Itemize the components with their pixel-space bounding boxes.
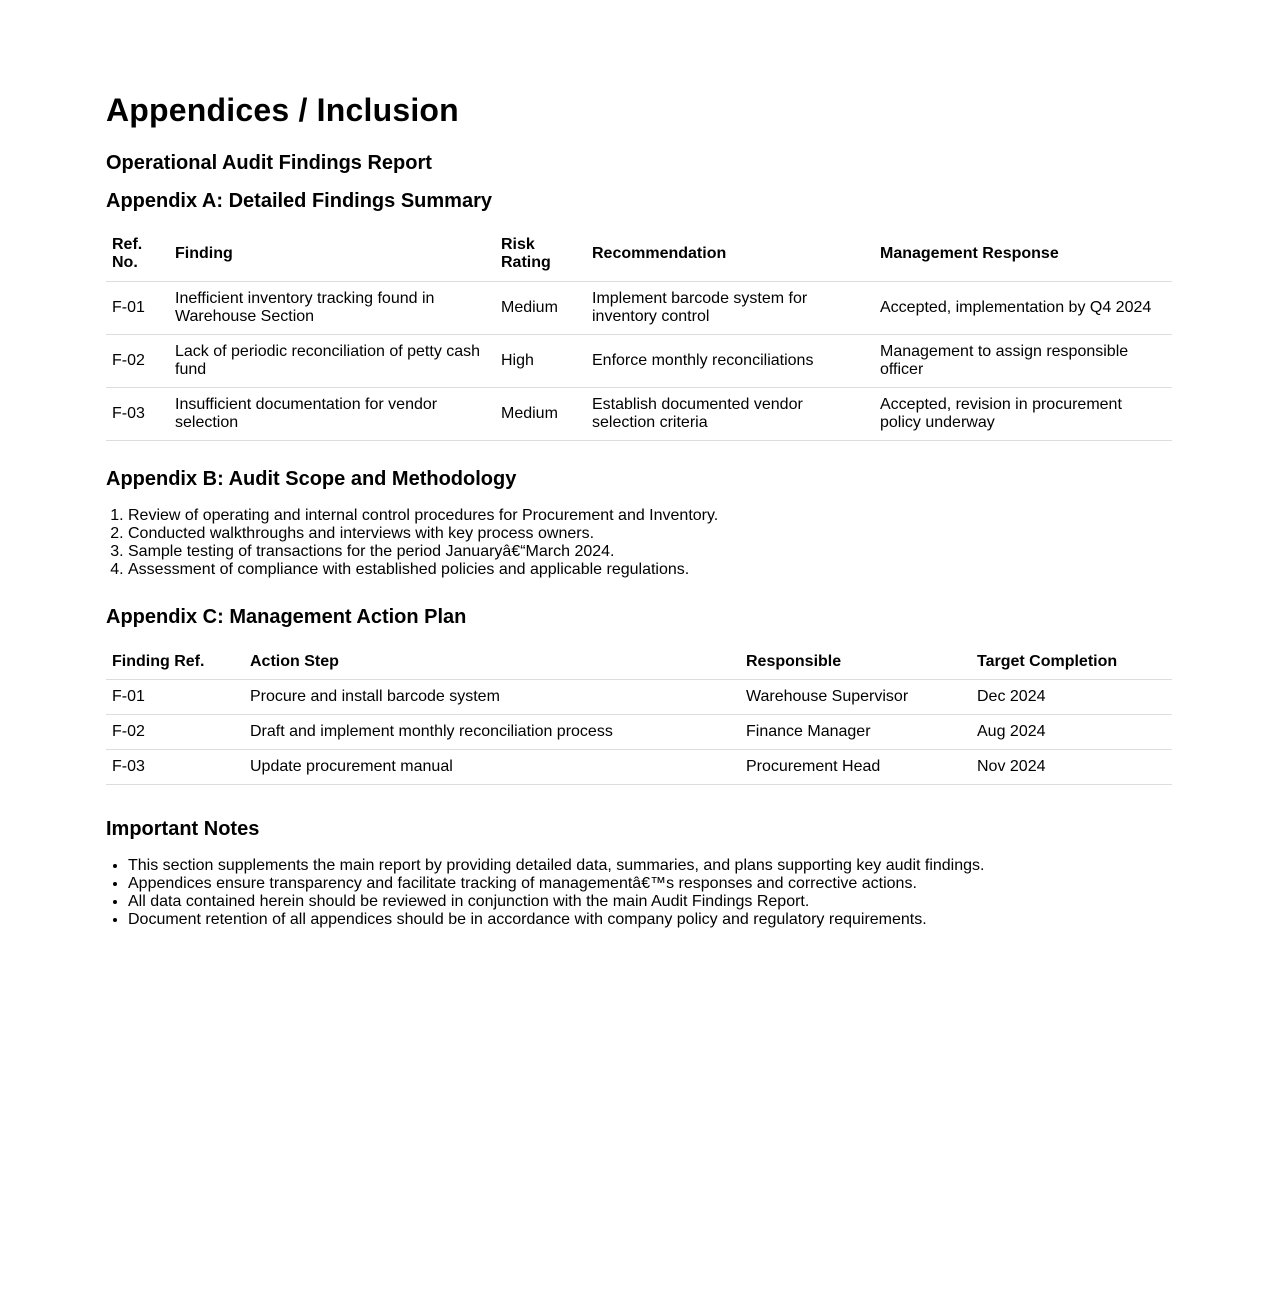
table-row [106,680,1172,715]
list-item: 1. Review of operating and internal control procedures for Procurement and Inventory. [128,507,1172,525]
list-item: 2. Conducted walkthroughs and interviews with key process owners. [128,525,1172,543]
table-header-row [106,229,1172,282]
scope-methodology-list [106,507,1172,579]
findings-summary-table [106,229,1172,441]
target-cell: Dec 2024 [971,680,1172,715]
list-item: • Document retention of all appendices should be in accordance with company policy and regulatory requirements. [128,911,1172,929]
responsible-cell: Procurement Head [740,750,971,785]
table-row [106,715,1172,750]
action-plan-table [106,645,1172,785]
action-cell: Draft and implement monthly reconciliation process [244,715,740,750]
important-notes-title: Important Notes [106,818,260,840]
recommendation-cell: Establish documented vendor selection criteria [586,388,874,441]
column-header-recommendation: Recommendation [592,245,727,262]
table-row [106,282,1172,335]
list-item: • This section supplements the main report by providing detailed data, summaries, and plans supporting key audit findings. [128,857,1172,875]
response-cell: Accepted, revision in procurement policy underway [874,388,1172,441]
column-header-responsible: Responsible [746,653,842,670]
column-header-management-response: Management Response [880,245,1059,262]
finding-cell: Inefficient inventory tracking found in Warehouse Section [169,282,495,335]
finding-cell: Insufficient documentation for vendor selection [169,388,495,441]
ref-cell: F-02 [106,335,169,388]
column-header-target-completion: Target Completion [977,653,1118,670]
recommendation-cell: Implement barcode system for inventory control [586,282,874,335]
list-item: • Appendices ensure transparency and facilitate tracking of managementâ€™s responses and corrective actions. [128,875,1172,893]
ref-cell: F-03 [106,750,244,785]
response-cell: Management to assign responsible officer [874,335,1172,388]
appendix-c-title: Appendix C: Management Action Plan [106,606,467,628]
column-header-finding: Finding [175,245,233,262]
risk-cell: Medium [495,282,586,335]
column-header-finding-ref: Finding Ref. [112,653,205,670]
list-item: 3. Sample testing of transactions for the period Januaryâ€“March 2024. [128,543,1172,561]
target-cell: Nov 2024 [971,750,1172,785]
recommendation-cell: Enforce monthly reconciliations [586,335,874,388]
action-cell: Procure and install barcode system [244,680,740,715]
responsible-cell: Finance Manager [740,715,971,750]
ref-cell: F-03 [106,388,169,441]
ref-cell: F-01 [106,282,169,335]
risk-cell: High [495,335,586,388]
table-row [106,335,1172,388]
ref-cell: F-01 [106,680,244,715]
appendix-b-title: Appendix B: Audit Scope and Methodology [106,468,517,490]
response-cell: Accepted, implementation by Q4 2024 [874,282,1172,335]
column-header-risk-rating: Risk Rating [501,236,551,271]
table-row [106,388,1172,441]
list-item: • All data contained herein should be reviewed in conjunction with the main Audit Findings Report. [128,893,1172,911]
appendix-a-title: Appendix A: Detailed Findings Summary [106,190,492,212]
important-notes-list [106,857,1172,929]
column-header-ref-no: Ref. No. [112,236,143,271]
report-title: Operational Audit Findings Report [106,152,432,174]
action-cell: Update procurement manual [244,750,740,785]
list-item: 4. Assessment of compliance with established policies and applicable regulations. [128,561,1172,579]
page-title: Appendices / Inclusion [106,92,459,128]
finding-cell: Lack of periodic reconciliation of petty cash fund [169,335,495,388]
column-header-action-step: Action Step [250,653,339,670]
table-row [106,750,1172,785]
responsible-cell: Warehouse Supervisor [740,680,971,715]
target-cell: Aug 2024 [971,715,1172,750]
ref-cell: F-02 [106,715,244,750]
table-header-row [106,645,1172,680]
risk-cell: Medium [495,388,586,441]
